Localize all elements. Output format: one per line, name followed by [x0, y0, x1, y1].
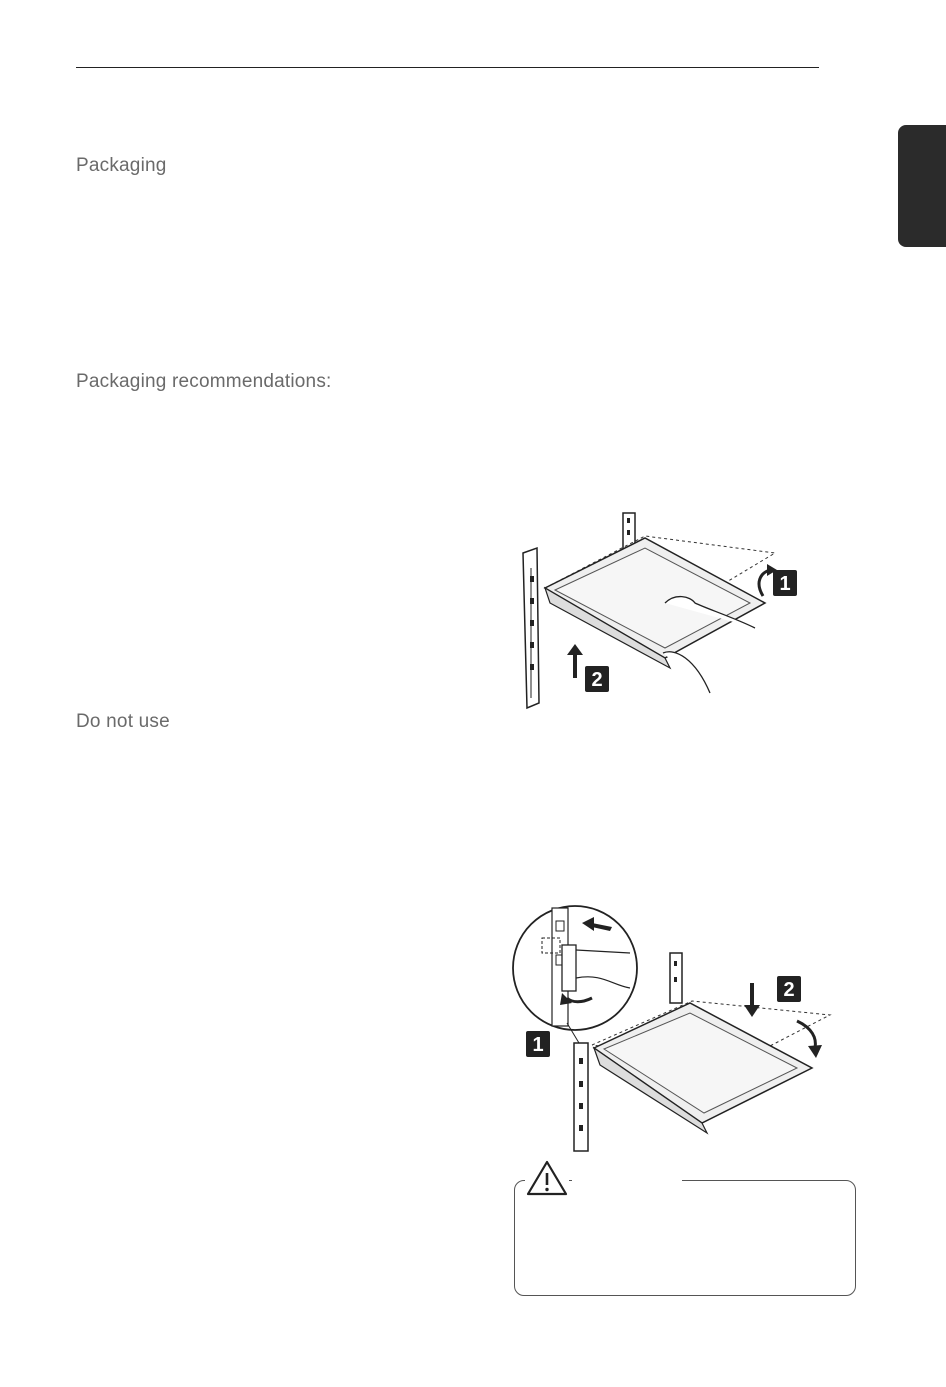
svg-text:2: 2 [591, 669, 603, 691]
language-side-tab [898, 125, 946, 247]
warning-triangle-icon [525, 1159, 569, 1197]
svg-text:1: 1 [779, 573, 791, 595]
svg-text:1: 1 [532, 1034, 544, 1056]
header-rule [76, 67, 819, 68]
shelf-installation-illustration [512, 903, 837, 1153]
caution-title-gap [572, 1172, 682, 1188]
heading-do-not-use: Do not use [76, 711, 170, 732]
shelf-removal-illustration [505, 508, 805, 713]
caution-box [514, 1180, 856, 1296]
heading-packaging: Packaging [76, 155, 167, 176]
heading-packaging-recommendations: Packaging recommendations: [76, 371, 332, 392]
svg-text:2: 2 [783, 979, 795, 1001]
